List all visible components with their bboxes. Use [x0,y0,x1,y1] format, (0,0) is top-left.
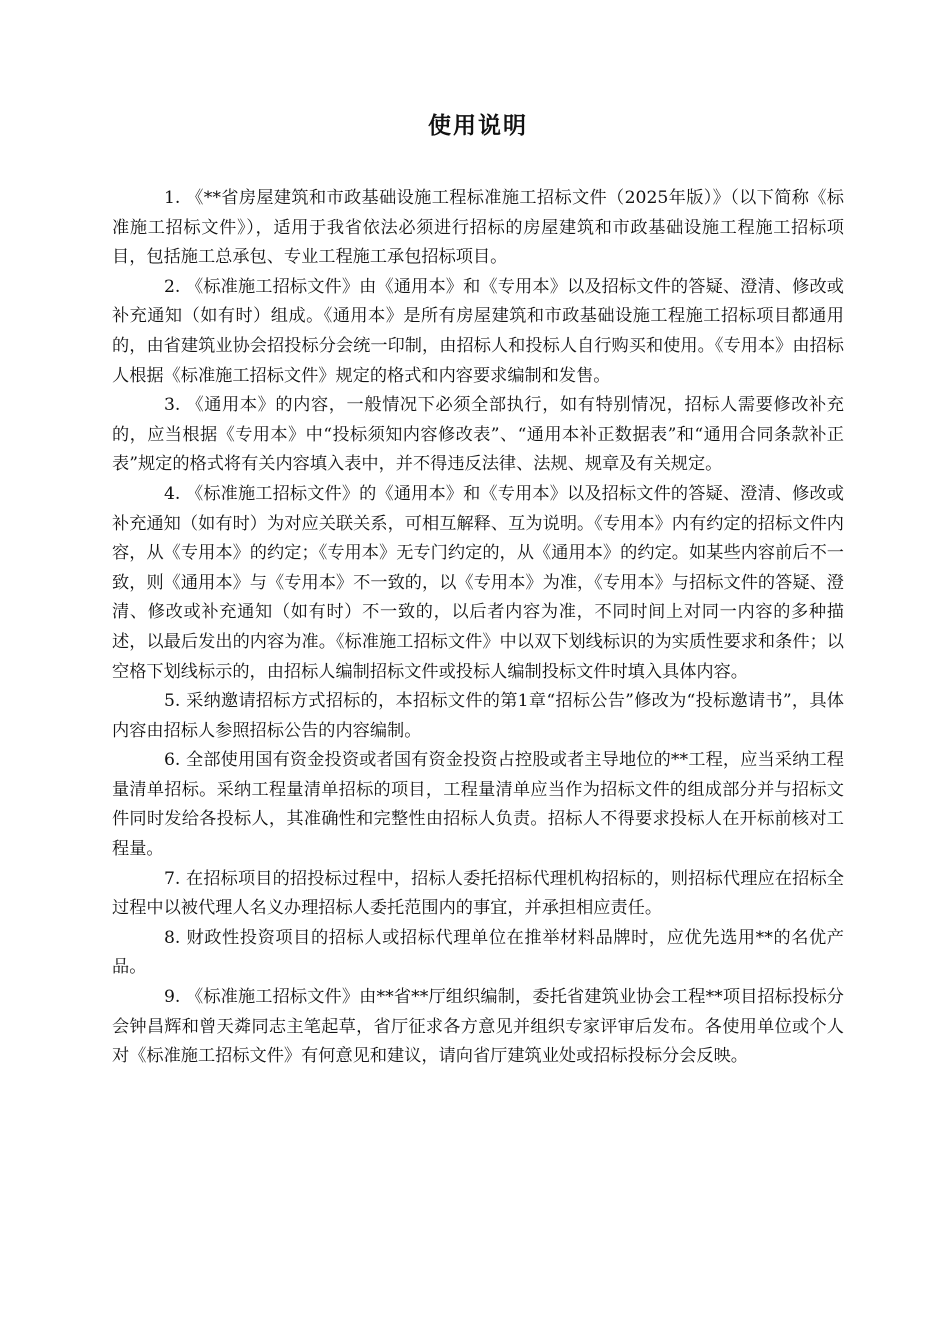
paragraph-6: 6. 全部使用国有资金投资或者国有资金投资占控股或者主导地位的**工程，应当采纳工程量清单招标。采纳工程量清单招标的项目，工程量清单应当作为招标文件的组成部分并与招标文件同时发给各投标人，其准确性和完整性由招标人负责。招标人不得要求投标人在开标前核对工程量。 [112,750,844,860]
paragraph-8: 8. 财政性投资项目的招标人或招标代理单位在推举材料品牌时，应优先选用**的名优产品。 [112,927,844,978]
page-title: 使用说明 [428,113,528,139]
paragraph-3: 3. 《通用本》的内容，一般情况下必须全部执行，如有特别情况，招标人需要修改补充的，应当根据《专用本》中“投标须知内容修改表”、“通用本补正数据表”和“通用合同条款补正表”规定的格式将有关内容填入表中，并不得违反法律、法规、规章及有关规定。 [112,395,844,475]
paragraph-9: 9. 《标准施工招标文件》由**省**厅组织编制，委托省建筑业协会工程**项目招标投标分会钟昌辉和曾天粦同志主笔起草，省厅征求各方意见并组织专家评审后发布。各使用单位或个人对《标准施工招标文件》有何意见和建议，请向省厅建筑业处或招标投标分会反映。 [112,987,844,1067]
paragraph-4: 4. 《标准施工招标文件》的《通用本》和《专用本》以及招标文件的答疑、澄清、修改或补充通知（如有时）为对应关联关系，可相互解释、互为说明。《专用本》内有约定的招标文件内容，从《专用本》的约定；《专用本》无专门约定的，从《通用本》的约定。如某些内容前后不一致，则《通用本》与《专用本》不一致的，以《专用本》为准，《专用本》与招标文件的答疑、澄清、修改或补充通知（如有时）不一致的，以后者内容为准，不同时间上对同一内容的多种描述，以最后发出的内容为准。《标准施工招标文件》中以双下划线标识的为实质性要求和条件；以空格下划线标示的，由招标人编制招标文件或投标人编制投标文件时填入具体内容。 [112,483,844,682]
paragraph-5: 5. 采纳邀请招标方式招标的，本招标文件的第1章“招标公告”修改为“投标邀请书”，具体内容由招标人参照招标公告的内容编制。 [112,691,844,741]
paragraph-2: 2. 《标准施工招标文件》由《通用本》和《专用本》以及招标文件的答疑、澄清、修改或补充通知（如有时）组成。《通用本》是所有房屋建筑和市政基础设施工程施工招标项目都通用的，由省建筑业协会招投标分会统一印制，由招标人和投标人自行购买和使用。《专用本》由招标人根据《标准施工招标文件》规定的格式和内容要求编制和发售。 [112,276,844,386]
document-page [112,98,844,1072]
paragraph-1: 1. 《**省房屋建筑和市政基础设施工程标准施工招标文件（2025年版）》（以下简称《标准施工招标文件》），适用于我省依法必须进行招标的房屋建筑和市政基础设施工程施工招标项目，包括施工总承包、专业工程施工承包招标项目。 [112,188,844,268]
paragraph-7: 7. 在招标项目的招投标过程中，招标人委托招标代理机构招标的，则招标代理应在招标全过程中以被代理人名义办理招标人委托范围内的事宜，并承担相应责任。 [112,868,844,919]
